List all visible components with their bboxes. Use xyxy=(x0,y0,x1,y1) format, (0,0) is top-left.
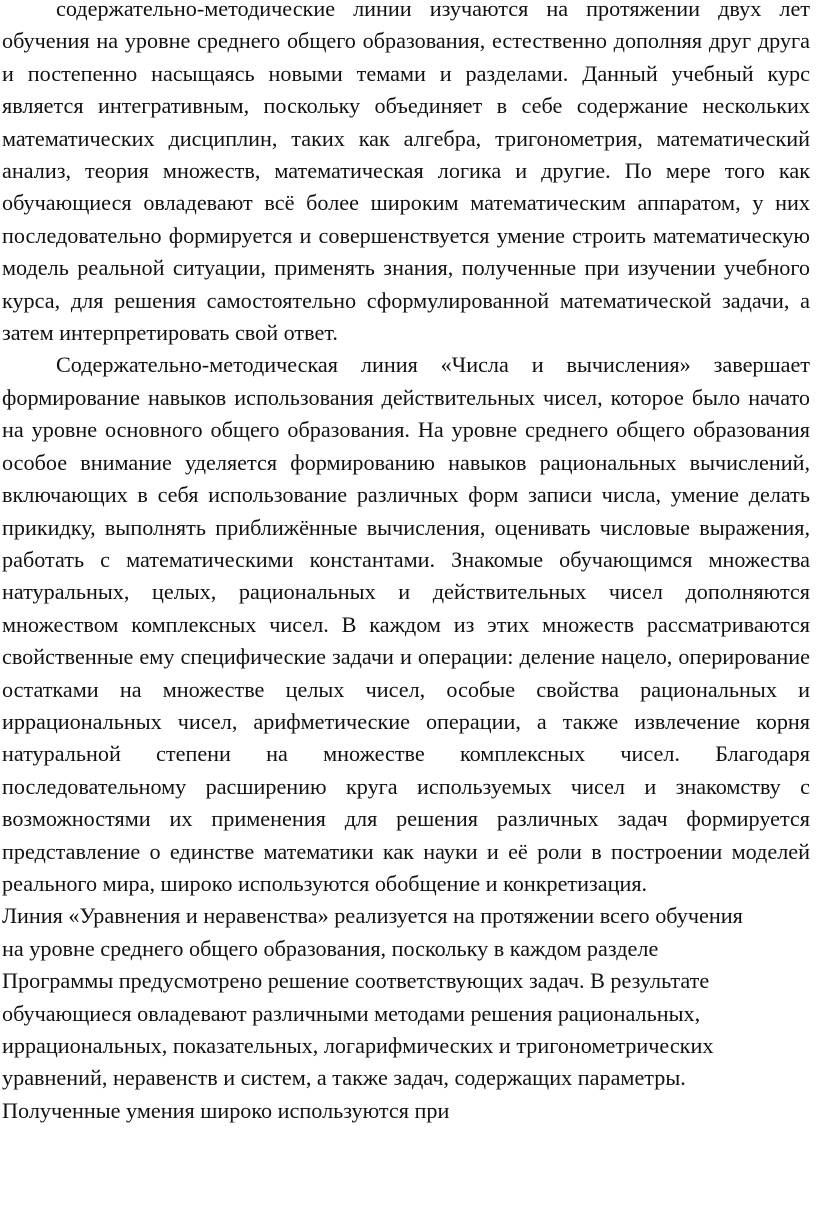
paragraph-numbers-and-calculations: Содержательно-методическая линия «Числа и вычисления» завершает формирование навыков использования действительных чисел, которое было начато на уровне основного общего образования. На уровне среднего общего образования особое внимание уделяется формированию навыков рациональных вычислений, включающих в себя использование различных форм записи числа, умение делать прикидку, выполнять приближённые вычисления, оценивать числовые выражения, работать с математическими константами. Знакомые обучающимся множества натуральных, целых, рациональных и действительных чисел дополняются множеством комплексных чисел. В каждом из этих множеств рассматриваются свойственные ему специфические задачи и операции: деление нацело, оперирование остатками на множестве целых чисел, особые свойства рациональных и иррациональных чисел, арифметические операции, а также извлечение корня натуральной степени на множестве комплексных чисел. Благодаря последовательному расширению круга используемых чисел и знакомству с возможностями их применения для решения различных задач формируется представление о единстве математики как науки и её роли в построении моделей реального мира, широко используются обобщение и конкретизация. xyxy=(2,352,810,896)
paragraph-course-overview: содержательно-методические линии изучаются на протяжении двух лет обучения на уровне среднего общего образования, естественно дополняя друг друга и постепенно насыщаясь новыми темами и разделами. Данный учебный курс является интегративным, поскольку объединяет в себе содержание нескольких математических дисциплин, таких как алгебра, тригонометрия, математический анализ, теория множеств, математическая логика и другие. По мере того как обучающиеся овладевают всё более широким математическим аппаратом, у них последовательно формируется и совершенствуется умение строить математическую модель реальной ситуации, применять знания, полученные при изучении учебного курса, для решения самостоятельно сформулированной математической задачи, а затем интерпретировать свой ответ. xyxy=(2,0,810,346)
paragraph-equations-and-inequalities: Линия «Уравнения и неравенства» реализуется на протяжении всего обучения на уровне среднего общего образования, поскольку в каждом разделе Программы предусмотрено решение соответствующих задач. В результате обучающиеся овладевают различными методами решения рациональных, иррациональных, показательных, логарифмических и тригонометрических уравнений, неравенств и систем, а также задач, содержащих параметры. Полученные умения широко используются при xyxy=(2,903,743,1123)
